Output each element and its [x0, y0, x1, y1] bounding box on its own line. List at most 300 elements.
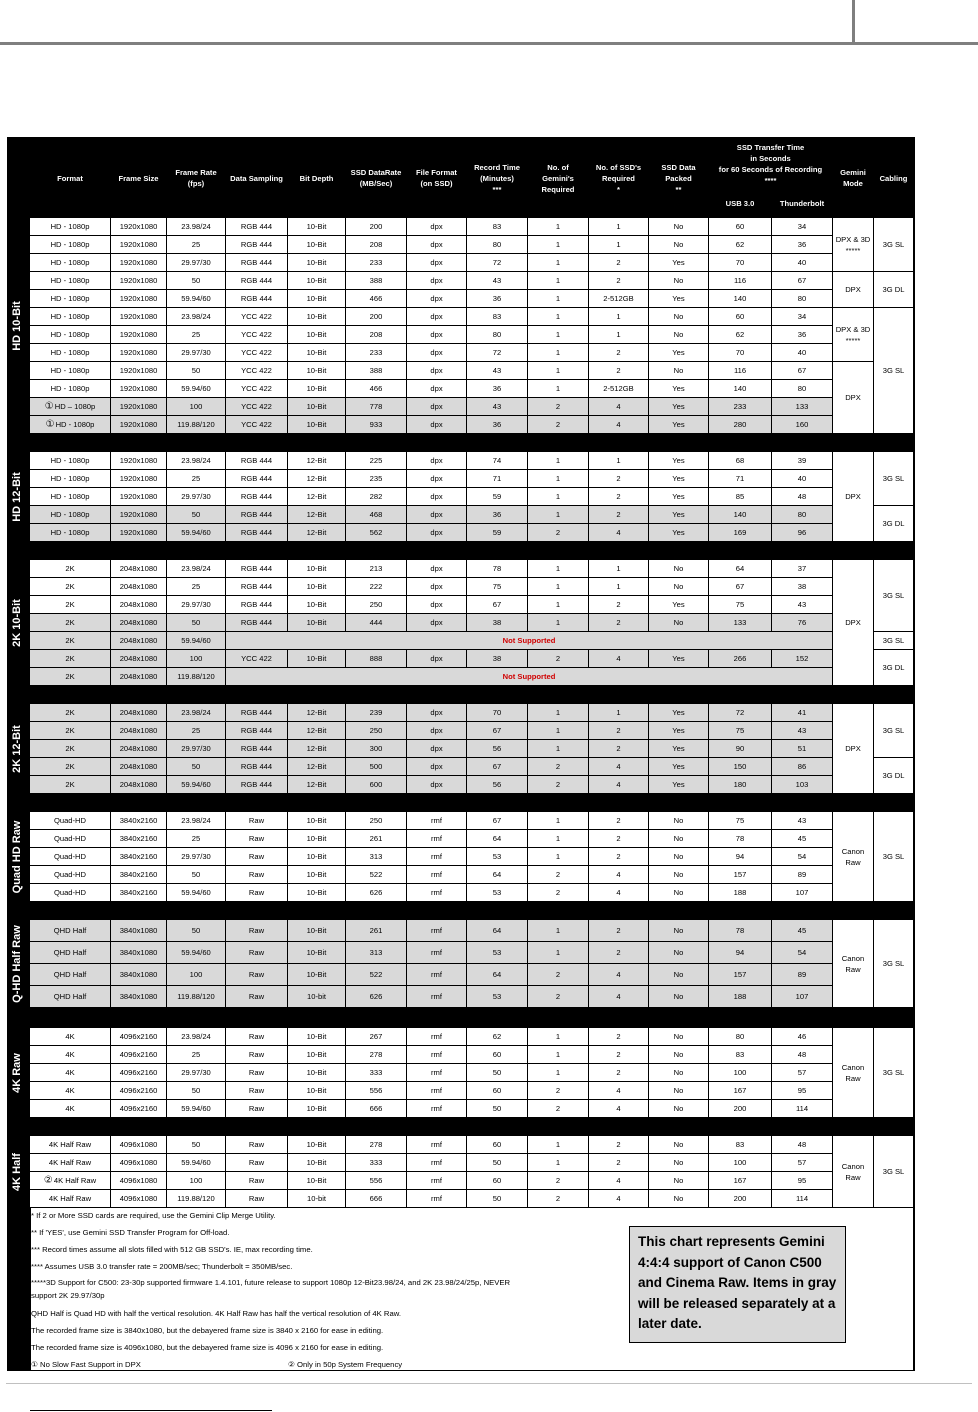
cell-num-ssd: 4 [589, 1172, 648, 1189]
cell-bit-depth: 10-Bit [288, 848, 345, 865]
cell-num-ssd: 4 [589, 416, 648, 433]
cell-record-time: 43 [467, 362, 527, 379]
cell-file-format: dpx [407, 470, 466, 487]
cell-num-gemini: 1 [528, 614, 588, 631]
cell-frame-rate: 59.94/60 [167, 632, 225, 649]
cell-datarate: 200 [346, 308, 406, 325]
cell-frame-rate: 29.97/30 [167, 740, 225, 757]
cell-file-format: rmf [407, 812, 466, 829]
cell-usb: 169 [709, 524, 771, 541]
cell-data-sampling: Raw [226, 1190, 287, 1207]
cell-file-format: dpx [407, 704, 466, 721]
cabling: 3G SL [874, 1028, 913, 1117]
cell-file-format: dpx [407, 776, 466, 793]
cell-datarate: 239 [346, 704, 406, 721]
cell-frame-rate: 59.94/60 [167, 524, 225, 541]
cell-packed: Yes [649, 254, 708, 271]
cell-frame-rate: 23.98/24 [167, 704, 225, 721]
cell-packed: Yes [649, 380, 708, 397]
cell-num-ssd: 4 [589, 398, 648, 415]
cell-num-ssd: 1 [589, 452, 648, 469]
cell-datarate: 626 [346, 986, 406, 1007]
cell-file-format: rmf [407, 920, 466, 941]
cell-usb: 200 [709, 1100, 771, 1117]
cell-num-gemini: 2 [528, 398, 588, 415]
format-text: HD - 1080p [55, 420, 95, 429]
cell-datarate: 250 [346, 596, 406, 613]
cabling: 3G SL [874, 452, 913, 505]
cell-frame-rate: 100 [167, 650, 225, 667]
cell-thunderbolt: 54 [772, 848, 832, 865]
cell-data-sampling: Raw [226, 866, 287, 883]
cell-num-gemini: 2 [528, 964, 588, 985]
column-header-ssd-datarate: SSD DataRate (MB/Sec) [350, 168, 402, 188]
cell-bit-depth: 12-Bit [288, 524, 345, 541]
cell-num-gemini: 1 [528, 308, 588, 325]
cell-format: 4K Half Raw [30, 1136, 110, 1153]
cell-frame-size: 1920x1080 [111, 254, 166, 271]
cell-frame-size: 1920x1080 [111, 416, 166, 433]
cell-frame-size: 2048x1080 [111, 560, 166, 577]
cell-datarate: 235 [346, 470, 406, 487]
cell-file-format: dpx [407, 398, 466, 415]
cell-frame-size: 1920x1080 [111, 506, 166, 523]
cell-packed: Yes [649, 452, 708, 469]
cell-record-time: 53 [467, 848, 527, 865]
cell-datarate: 888 [346, 650, 406, 667]
cell-thunderbolt: 40 [772, 470, 832, 487]
cell-num-gemini: 1 [528, 254, 588, 271]
cell-frame-size: 3840x1080 [111, 964, 166, 985]
cell-format: HD - 1080p [30, 524, 110, 541]
footnote: ② Only in 50p System Frequency [288, 1360, 403, 1369]
cell-datarate: 225 [346, 452, 406, 469]
cell-record-time: 71 [467, 470, 527, 487]
cell-frame-rate: 50 [167, 506, 225, 523]
cell-bit-depth: 12-Bit [288, 470, 345, 487]
cell-num-gemini: 2 [528, 1190, 588, 1207]
cell-usb: 188 [709, 986, 771, 1007]
cell-packed: No [649, 578, 708, 595]
cell-frame-rate: 59.94/60 [167, 290, 225, 307]
cell-data-sampling: YCC 422 [226, 398, 287, 415]
cell-frame-rate: 59.94/60 [167, 380, 225, 397]
cell-frame-size: 1920x1080 [111, 524, 166, 541]
cell-file-format: rmf [407, 830, 466, 847]
cell-bit-depth: 10-Bit [288, 416, 345, 433]
cell-bit-depth: 10-Bit [288, 560, 345, 577]
cell-datarate: 522 [346, 964, 406, 985]
cell-record-time: 83 [467, 308, 527, 325]
cell-num-gemini: 1 [528, 596, 588, 613]
cell-usb: 140 [709, 290, 771, 307]
cell-record-time: 67 [467, 596, 527, 613]
cell-thunderbolt: 48 [772, 1046, 832, 1063]
cell-usb: 83 [709, 1136, 771, 1153]
cell-file-format: dpx [407, 452, 466, 469]
cell-packed: No [649, 326, 708, 343]
footnote: *****3D Support for C500: 23-30p supported firmware 1.4.101, future release to support 1080p 12-Bit23.98/24, and 2K 23.98/24/25p, NEVER [31, 1278, 511, 1287]
cell-file-format: rmf [407, 884, 466, 901]
cell-bit-depth: 10-Bit [288, 1028, 345, 1045]
cell-datarate: 466 [346, 290, 406, 307]
cabling: 3G SL [874, 920, 913, 1007]
cell-num-gemini: 1 [528, 488, 588, 505]
cell-bit-depth: 10-Bit [288, 812, 345, 829]
cell-thunderbolt: 107 [772, 884, 832, 901]
cell-packed: No [649, 308, 708, 325]
cell-usb: 80 [709, 1028, 771, 1045]
gemini-mode: Canon Raw [833, 1028, 873, 1117]
cell-file-format: dpx [407, 560, 466, 577]
footnote: * If 2 or More SSD cards are required, use the Gemini Clip Merge Utility. [31, 1211, 276, 1220]
cell-frame-rate: 59.94/60 [167, 776, 225, 793]
cell-data-sampling: Raw [226, 920, 287, 941]
cell-bit-depth: 10-Bit [288, 344, 345, 361]
cell-frame-size: 1920x1080 [111, 272, 166, 289]
cell-num-ssd: 2 [589, 488, 648, 505]
cell-thunderbolt: 103 [772, 776, 832, 793]
gemini-mode: Canon Raw [833, 1136, 873, 1207]
cell-datarate: 933 [346, 416, 406, 433]
cell-packed: No [649, 1082, 708, 1099]
cell-thunderbolt: 80 [772, 506, 832, 523]
column-header-frame-size: Frame Size [118, 173, 159, 183]
cell-thunderbolt: 114 [772, 1190, 832, 1207]
cell-num-ssd: 2 [589, 812, 648, 829]
cell-file-format: dpx [407, 416, 466, 433]
cell-file-format: dpx [407, 254, 466, 271]
footnote: *** Record times assume all slots filled with 512 GB SSD's. IE, max recording time. [31, 1245, 313, 1254]
group-label: Quad HD Raw [11, 820, 23, 894]
cell-datarate: 250 [346, 722, 406, 739]
cell-frame-rate: 23.98/24 [167, 308, 225, 325]
cell-frame-size: 1920x1080 [111, 308, 166, 325]
cell-record-time: 50 [467, 1190, 527, 1207]
cell-datarate: 666 [346, 1190, 406, 1207]
cell-file-format: dpx [407, 722, 466, 739]
cell-num-ssd: 2 [589, 506, 648, 523]
cell-num-gemini: 1 [528, 704, 588, 721]
cell-num-ssd: 2 [589, 1136, 648, 1153]
cell-num-gemini: 1 [528, 920, 588, 941]
cell-record-time: 53 [467, 942, 527, 963]
cell-frame-rate: 119.88/120 [167, 986, 225, 1007]
cell-frame-rate: 25 [167, 470, 225, 487]
cell-format [30, 1172, 110, 1189]
cell-datarate: 278 [346, 1046, 406, 1063]
cell-data-sampling: Raw [226, 1154, 287, 1171]
cell-bit-depth: 10-Bit [288, 650, 345, 667]
cell-datarate: 444 [346, 614, 406, 631]
footnote: ① No Slow Fast Support in DPX [31, 1360, 141, 1369]
cell-record-time: 59 [467, 524, 527, 541]
cell-num-ssd: 2 [589, 722, 648, 739]
cell-num-gemini: 2 [528, 650, 588, 667]
column-header-thunderbolt: Thunderbolt [779, 198, 825, 208]
cell-format: HD - 1080p [30, 218, 110, 235]
cell-data-sampling: Raw [226, 1046, 287, 1063]
cell-format: QHD Half [30, 964, 110, 985]
cell-thunderbolt: 80 [772, 290, 832, 307]
cell-usb: 157 [709, 866, 771, 883]
format-text: HD – 1080p [54, 402, 96, 411]
cell-frame-size: 4096x2160 [111, 1082, 166, 1099]
cell-usb: 67 [709, 578, 771, 595]
cell-file-format: rmf [407, 848, 466, 865]
cell-num-gemini: 1 [528, 326, 588, 343]
gemini-mode: DPX & 3D ***** [833, 218, 873, 271]
cell-frame-size: 4096x2160 [111, 1046, 166, 1063]
cell-record-time: 78 [467, 560, 527, 577]
cell-usb: 157 [709, 964, 771, 985]
cell-record-time: 56 [467, 740, 527, 757]
cell-format: Quad-HD [30, 848, 110, 865]
cabling: 3G SL [874, 704, 913, 757]
cell-usb: 167 [709, 1082, 771, 1099]
cell-bit-depth: 10-Bit [288, 920, 345, 941]
cell-frame-rate: 29.97/30 [167, 848, 225, 865]
cell-num-gemini: 2 [528, 884, 588, 901]
column-header-frame-rate: Frame Rate (fps) [175, 168, 217, 188]
cell-frame-size: 4096x1080 [111, 1172, 166, 1189]
cell-datarate: 282 [346, 488, 406, 505]
cell-bit-depth: 10-Bit [288, 942, 345, 963]
cell-record-time: 72 [467, 344, 527, 361]
cell-frame-rate: 59.94/60 [167, 884, 225, 901]
cell-packed: No [649, 218, 708, 235]
cell-data-sampling: Raw [226, 1028, 287, 1045]
cell-frame-rate: 23.98/24 [167, 1028, 225, 1045]
cell-file-format: rmf [407, 1064, 466, 1081]
cell-file-format: rmf [407, 942, 466, 963]
cell-num-ssd: 1 [589, 704, 648, 721]
cell-usb: 167 [709, 1172, 771, 1189]
cell-format: 2K [30, 668, 110, 685]
cell-bit-depth: 10-Bit [288, 362, 345, 379]
cell-bit-depth: 10-Bit [288, 236, 345, 253]
cell-datarate: 562 [346, 524, 406, 541]
cell-frame-size: 4096x2160 [111, 1064, 166, 1081]
cell-thunderbolt: 37 [772, 560, 832, 577]
cell-record-time: 53 [467, 986, 527, 1007]
cell-thunderbolt: 36 [772, 326, 832, 343]
cell-num-ssd: 2 [589, 344, 648, 361]
cell-record-time: 36 [467, 506, 527, 523]
cell-frame-rate: 119.88/120 [167, 416, 225, 433]
cell-format: 2K [30, 596, 110, 613]
cell-record-time: 62 [467, 1028, 527, 1045]
cell-num-ssd: 4 [589, 986, 648, 1007]
cell-record-time: 53 [467, 884, 527, 901]
cell-data-sampling: Raw [226, 986, 287, 1007]
cell-usb: 140 [709, 380, 771, 397]
column-header-ssd-packed: SSD Data Packed ** [661, 162, 696, 194]
not-supported: Not Supported [226, 668, 832, 685]
cell-format [30, 416, 110, 433]
cell-num-ssd: 4 [589, 776, 648, 793]
cell-thunderbolt: 46 [772, 1028, 832, 1045]
gemini-mode: Canon Raw [833, 812, 873, 901]
cell-record-time: 59 [467, 488, 527, 505]
cell-datarate: 466 [346, 380, 406, 397]
cell-usb: 90 [709, 740, 771, 757]
header-divider [852, 0, 855, 44]
cell-thunderbolt: 40 [772, 254, 832, 271]
cell-format: 2K [30, 704, 110, 721]
cell-usb: 188 [709, 884, 771, 901]
cell-file-format: dpx [407, 758, 466, 775]
cell-num-gemini: 1 [528, 740, 588, 757]
cell-thunderbolt: 41 [772, 704, 832, 721]
cell-packed: No [649, 1046, 708, 1063]
cell-packed: Yes [649, 722, 708, 739]
cell-packed: Yes [649, 596, 708, 613]
cell-record-time: 83 [467, 218, 527, 235]
footnote: QHD Half is Quad HD with half the vertical resolution. 4K Half Raw has half the vertical resolution of 4K Raw. [31, 1309, 402, 1318]
cell-record-time: 43 [467, 272, 527, 289]
cabling: 3G SL [874, 812, 913, 901]
cell-record-time: 36 [467, 380, 527, 397]
cell-num-gemini: 1 [528, 290, 588, 307]
cell-num-ssd: 2 [589, 848, 648, 865]
cell-num-ssd: 1 [589, 560, 648, 577]
cell-thunderbolt: 89 [772, 964, 832, 985]
group-label: 4K Raw [11, 1053, 23, 1093]
cell-file-format: rmf [407, 1172, 466, 1189]
cell-format: HD - 1080p [30, 236, 110, 253]
cell-bit-depth: 10-Bit [288, 272, 345, 289]
cell-record-time: 56 [467, 776, 527, 793]
cell-num-gemini: 1 [528, 812, 588, 829]
cell-thunderbolt: 86 [772, 758, 832, 775]
cell-packed: Yes [649, 704, 708, 721]
cell-usb: 62 [709, 326, 771, 343]
cell-format: 4K [30, 1100, 110, 1117]
cell-usb: 100 [709, 1154, 771, 1171]
cell-file-format: dpx [407, 740, 466, 757]
group-label: HD 12-Bit [11, 472, 23, 522]
cell-num-ssd: 4 [589, 1190, 648, 1207]
cell-num-gemini: 1 [528, 218, 588, 235]
cell-datarate: 333 [346, 1154, 406, 1171]
cell-data-sampling: RGB 444 [226, 218, 287, 235]
cabling: 3G DL [874, 272, 913, 307]
cell-num-gemini: 2 [528, 1172, 588, 1189]
cell-file-format: rmf [407, 1046, 466, 1063]
cell-frame-size: 2048x1080 [111, 704, 166, 721]
cabling: 3G SL [874, 218, 913, 271]
cell-record-time: 60 [467, 1172, 527, 1189]
column-header-gemini-mode: Gemini Mode [840, 168, 866, 188]
cell-usb: 116 [709, 272, 771, 289]
cell-bit-depth: 10-bit [288, 1190, 345, 1207]
cell-record-time: 60 [467, 1082, 527, 1099]
cell-num-ssd: 2-512GB [589, 290, 648, 307]
cell-num-ssd: 2-512GB [589, 380, 648, 397]
cell-format: Quad-HD [30, 830, 110, 847]
gemini-mode: DPX [833, 704, 873, 793]
footnote-marker: ① [45, 419, 55, 430]
cell-usb: 64 [709, 560, 771, 577]
cell-frame-size: 1920x1080 [111, 488, 166, 505]
cell-data-sampling: Raw [226, 1136, 287, 1153]
cell-frame-rate: 29.97/30 [167, 344, 225, 361]
cell-data-sampling: Raw [226, 1064, 287, 1081]
cell-frame-size: 2048x1080 [111, 578, 166, 595]
cell-thunderbolt: 43 [772, 812, 832, 829]
cell-format: 2K [30, 578, 110, 595]
cell-packed: No [649, 986, 708, 1007]
cell-num-ssd: 2 [589, 470, 648, 487]
cell-frame-size: 1920x1080 [111, 380, 166, 397]
cell-file-format: dpx [407, 506, 466, 523]
cell-format: QHD Half [30, 942, 110, 963]
cell-thunderbolt: 57 [772, 1154, 832, 1171]
cell-num-gemini: 2 [528, 1100, 588, 1117]
cell-frame-size: 1920x1080 [111, 344, 166, 361]
cell-data-sampling: Raw [226, 1100, 287, 1117]
cell-record-time: 43 [467, 398, 527, 415]
cell-usb: 75 [709, 722, 771, 739]
cell-record-time: 80 [467, 326, 527, 343]
cell-frame-size: 2048x1080 [111, 614, 166, 631]
cell-bit-depth: 10-Bit [288, 578, 345, 595]
cell-usb: 280 [709, 416, 771, 433]
group-label: 2K 10-Bit [11, 599, 23, 647]
cell-file-format: dpx [407, 488, 466, 505]
cell-data-sampling: YCC 422 [226, 362, 287, 379]
cell-packed: Yes [649, 524, 708, 541]
cell-usb: 266 [709, 650, 771, 667]
cell-usb: 71 [709, 470, 771, 487]
cell-thunderbolt: 36 [772, 236, 832, 253]
cell-packed: No [649, 1172, 708, 1189]
cell-packed: No [649, 848, 708, 865]
cell-frame-size: 1920x1080 [111, 362, 166, 379]
cell-num-gemini: 2 [528, 416, 588, 433]
cell-packed: No [649, 920, 708, 941]
cell-frame-size: 3840x2160 [111, 884, 166, 901]
cell-usb: 83 [709, 1046, 771, 1063]
cell-frame-rate: 50 [167, 920, 225, 941]
footnote: support 2K 29.97/30p [31, 1291, 105, 1300]
column-header-num-gemini: No. of Gemini's Required [541, 162, 575, 194]
cell-bit-depth: 10-Bit [288, 326, 345, 343]
cell-packed: No [649, 1064, 708, 1081]
header-rule [0, 42, 978, 45]
cell-format: 4K Half Raw [30, 1190, 110, 1207]
cell-frame-rate: 29.97/30 [167, 1064, 225, 1081]
cell-usb: 100 [709, 1064, 771, 1081]
cell-data-sampling: RGB 444 [226, 272, 287, 289]
cabling: 3G DL [874, 506, 913, 541]
column-header-usb: USB 3.0 [725, 198, 755, 208]
cell-packed: No [649, 1028, 708, 1045]
cell-frame-rate: 25 [167, 830, 225, 847]
cell-format: 2K [30, 758, 110, 775]
column-header-file-format: File Format (on SSD) [416, 168, 457, 188]
cell-num-gemini: 1 [528, 344, 588, 361]
group-label: HD 10-Bit [11, 301, 23, 351]
cell-packed: No [649, 942, 708, 963]
cell-usb: 133 [709, 614, 771, 631]
cell-num-gemini: 1 [528, 362, 588, 379]
cell-format: HD - 1080p [30, 380, 110, 397]
cell-packed: No [649, 1154, 708, 1171]
cell-file-format: rmf [407, 1190, 466, 1207]
cell-usb: 85 [709, 488, 771, 505]
